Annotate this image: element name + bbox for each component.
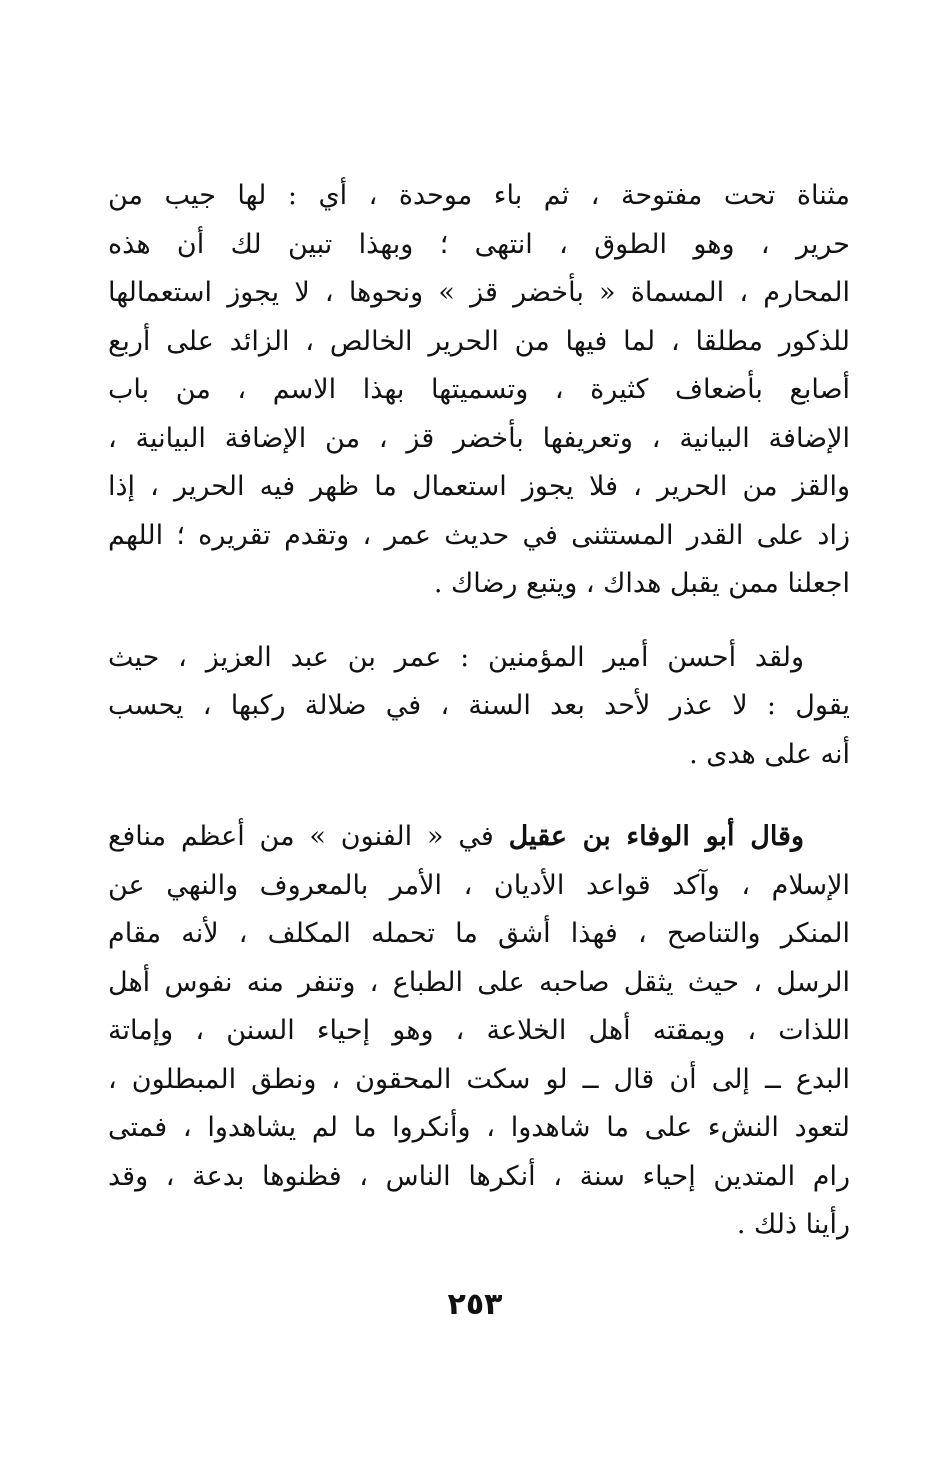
paragraph-spacer (108, 779, 850, 813)
paragraph-3 (108, 813, 850, 1250)
text-line: حرير ، وهو الطوق ، انتهى ؛ وبهذا تبين لك أن هذه (108, 228, 850, 260)
text-line: الإضافة البيانية ، وتعريفها بأخضر قز ، من الإضافة البيانية ، (108, 422, 850, 454)
text-line: ولقد أحسن أمير المؤمنين : عمر بن عبد العزيز ، حيث (108, 641, 804, 673)
text-line: رأينا ذلك . (736, 1209, 850, 1240)
text-line: اللذات ، ويمقته أهل الخلاعة ، وهو إحياء السنن ، وإماتة (108, 1015, 850, 1046)
text-line: أصابع بأضعاف كثيرة ، وتسميتها بهذا الاسم ، من باب (108, 374, 850, 405)
page-number: ٢٥٣ (447, 1287, 503, 1322)
text-line: أنه على هدى . (689, 738, 850, 770)
lead-rest-text: في « الفنون » من أعظم منافع (108, 821, 509, 852)
text-line: للذكور مطلقا ، لما فيها من الحرير الخالص ، الزائد على أربع (108, 325, 850, 357)
text-line: لتعود النشء على ما شاهدوا ، وأنكروا ما لم يشاهدوا ، فمتى (108, 1112, 850, 1143)
text-line: البدع ــ إلى أن قال ــ لو سكت المحقون ، ونطق المبطلون ، (108, 1063, 850, 1095)
text-line: الإسلام ، وآكد قواعد الأديان ، الأمر بالمعروف والنهي عن (108, 869, 850, 901)
paragraph-1 (108, 172, 850, 609)
text-line: مثناة تحت مفتوحة ، ثم باء موحدة ، أي : لها جيب من (108, 180, 850, 211)
text-line: المنكر والتناصح ، فهذا أشق ما تحمله المكلف ، لأنه مقام (108, 918, 850, 949)
text-line: رام المتدين إحياء سنة ، أنكرها الناس ، فظنوها بدعة ، وقد (108, 1160, 850, 1192)
paragraph-spacer (108, 609, 850, 634)
text-line-lead (108, 813, 850, 862)
paragraph-2 (108, 634, 850, 780)
text-line: اجعلنا ممن يقبل هداك ، ويتبع رضاك . (433, 568, 850, 599)
bold-lead-text: وقال أبو الوفاء بن عقيل (508, 821, 804, 852)
text-line: المحارم ، المسماة « بأخضر قز » ونحوها ، لا يجوز استعمالها (108, 277, 850, 308)
text-line: يقول : لا عذر لأحد بعد السنة ، في ضلالة ركبها ، يحسب (108, 690, 850, 721)
text-line: الرسل ، حيث يثقل صاحبه على الطباع ، وتنفر منه نفوس أهل (108, 966, 850, 998)
text-line: زاد على القدر المستثنى في حديث عمر ، وتقدم تقريره ؛ اللهم (108, 519, 850, 551)
page-body (108, 172, 850, 1250)
text-line: والقز من الحرير ، فلا يجوز استعمال ما ظهر فيه الحرير ، إذا (108, 471, 850, 502)
